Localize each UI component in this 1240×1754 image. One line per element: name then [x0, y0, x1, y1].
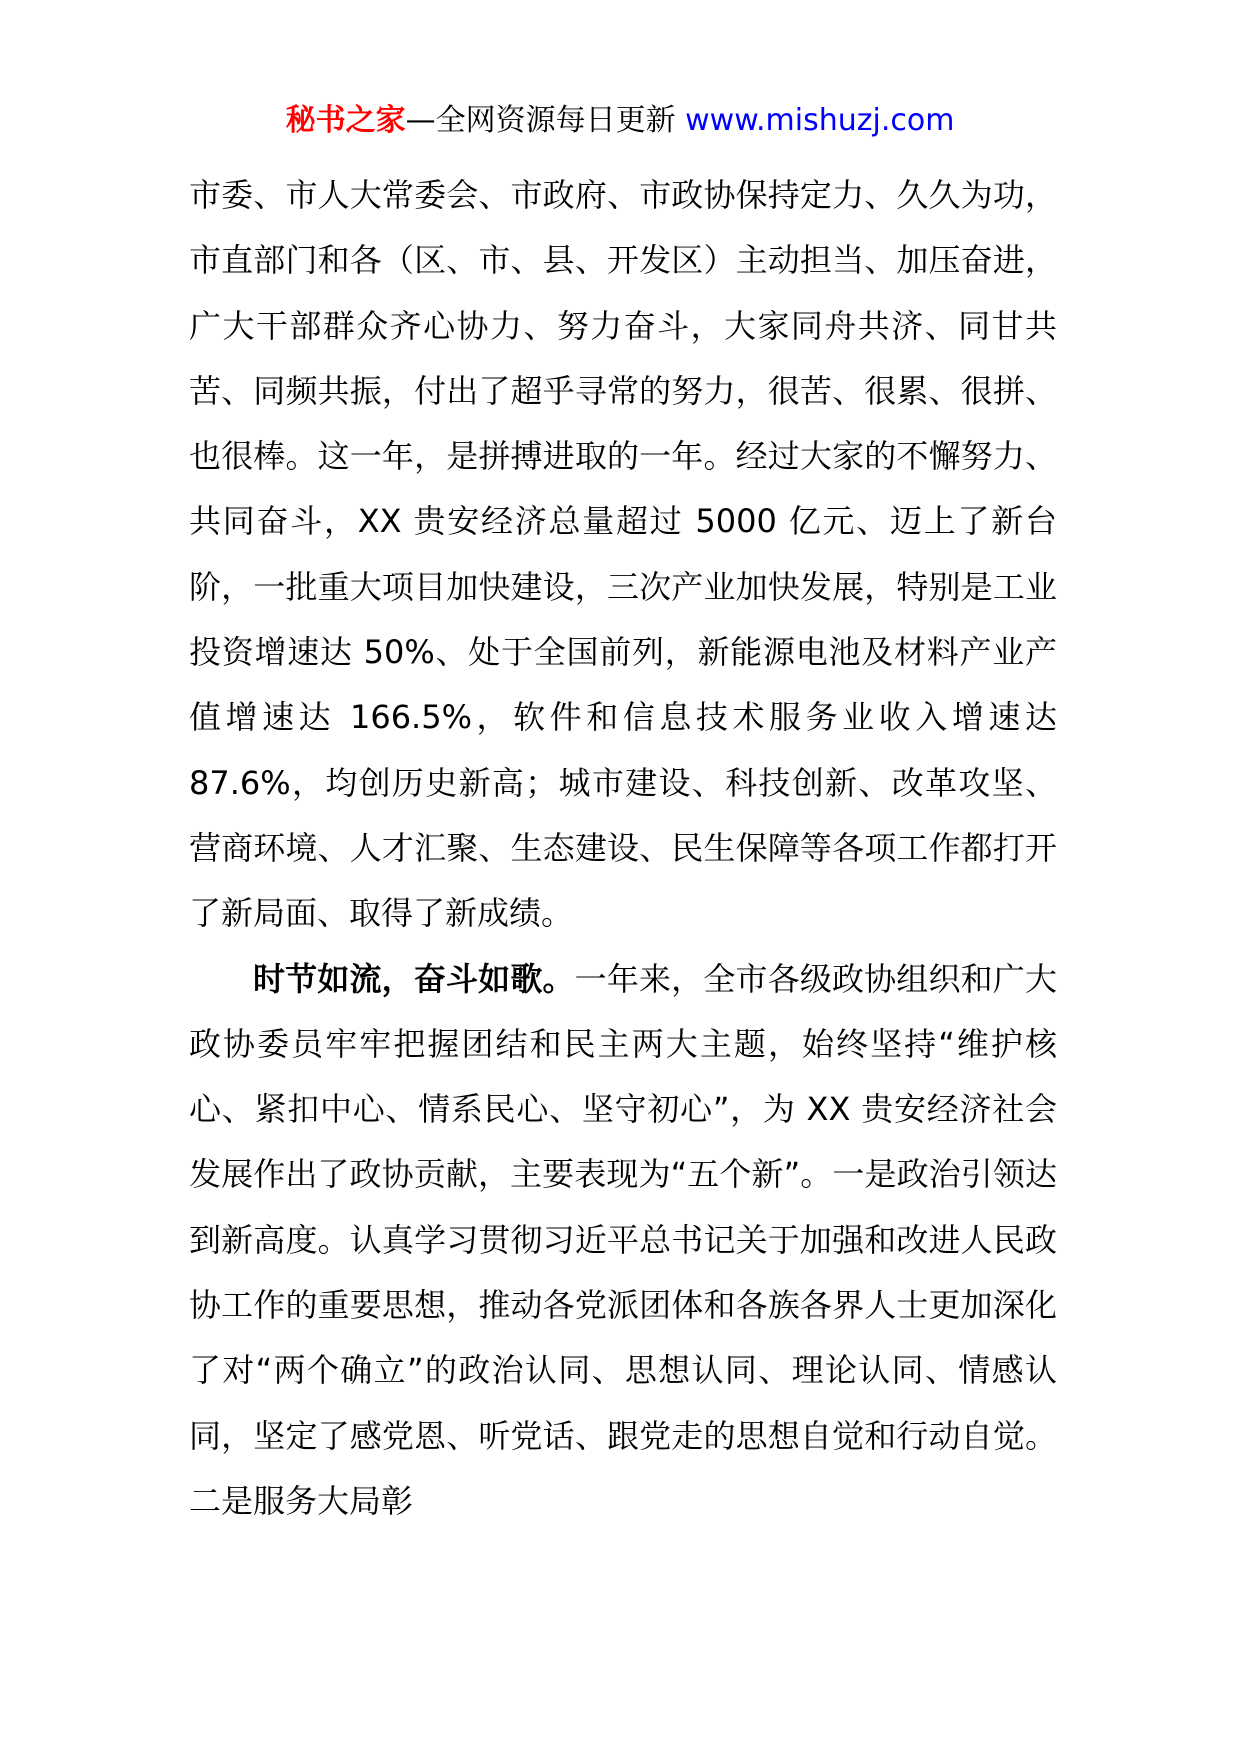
- site-url-link[interactable]: www.mishuzj.com: [685, 103, 955, 138]
- header-slogan: —全网资源每日更新: [405, 103, 676, 138]
- document-body: [189, 163, 1057, 1534]
- paragraph: 市委、市人大常委会、市政府、市政协保持定力、久久为功，市直部门和各（区、市、县、开发区）主动担当、加压奋进，广大干部群众齐心协力、努力奋斗，大家同舟共济、同甘共苦、同频共振，付出了超乎寻常的努力，很苦、很累、很拼、也很棒。这一年，是拼搏进取的一年。经过大家的不懈努力、共同奋斗，XX 贵安经济总量超过 5000 亿元、迈上了新台阶，一批重大项目加快建设，三次产业加快发展，特别是工业投资增速达 50%、处于全国前列，新能源电池及材料产业产值增速达 166.5%，软件和信息技术服务业收入增速达 87.6%，均创历史新高；城市建设、科技创新、改革攻坚、营商环境、人才汇聚、生态建设、民生保障等各项工作都打开了新局面、取得了新成绩。: [189, 176, 1057, 933]
- site-header: [0, 101, 1240, 141]
- paragraph: [189, 947, 1057, 1535]
- paragraph-lead: 时节如流，奋斗如歌。: [253, 959, 575, 998]
- paragraph-text: 一年来，全市各级政协组织和广大政协委员牢牢把握团结和民主两大主题，始终坚持“维护核心、紧扣中心、情系民心、坚守初心”，为 XX 贵安经济社会发展作出了政协贡献，主要表现为“五个新”。一是政治引领达到新高度。认真学习贯彻习近平总书记关于加强和改进人民政协工作的重要思想，推动各党派团体和各族各界人士更加深化了对“两个确立”的政治认同、思想认同、理论认同、情感认同，坚定了感党恩、听党话、跟党走的思想自觉和行动自觉。二是服务大局彰: [189, 959, 1057, 1520]
- brand-name: 秘书之家: [285, 103, 406, 138]
